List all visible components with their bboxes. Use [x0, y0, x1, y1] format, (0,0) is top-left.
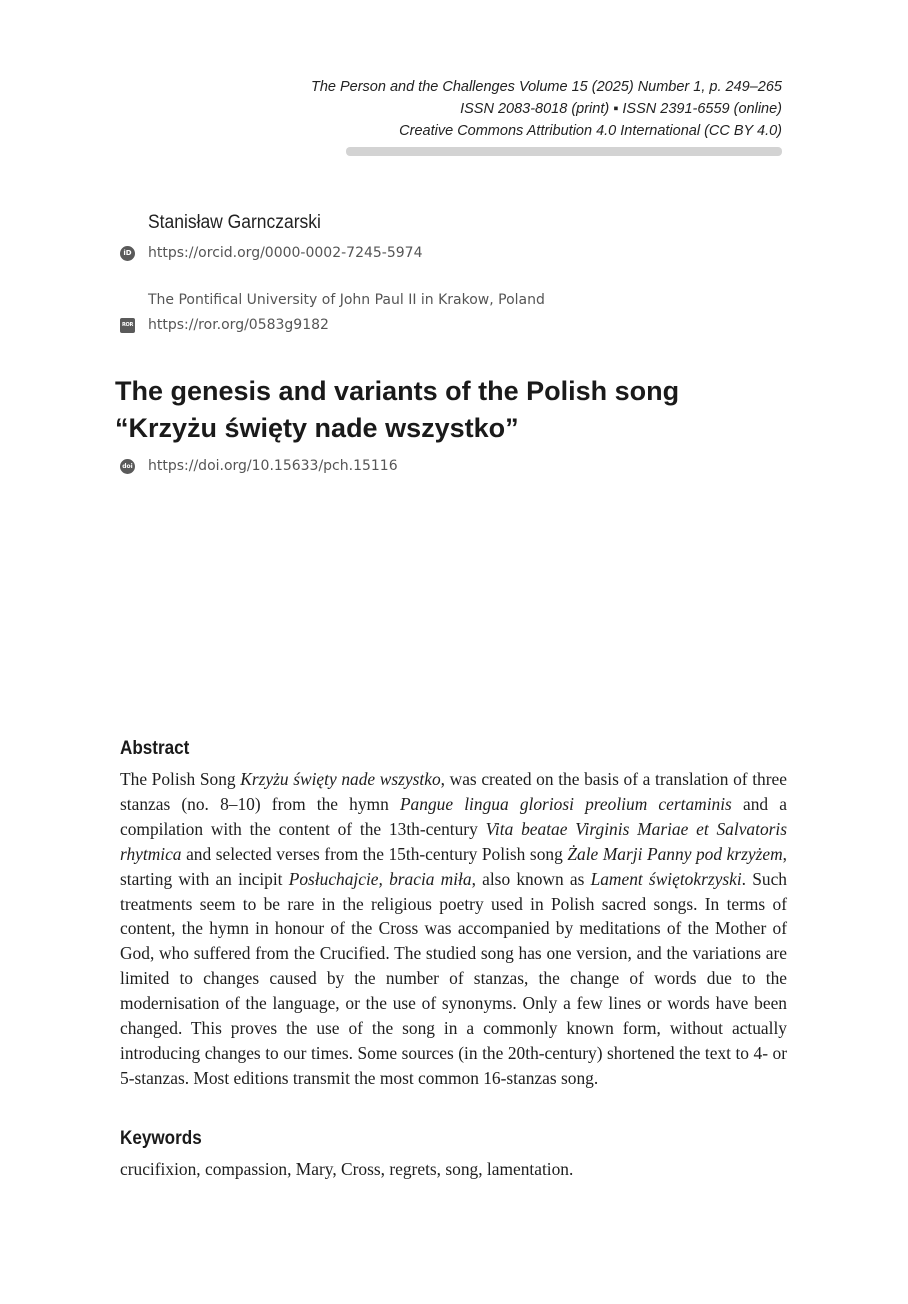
article-title — [115, 373, 795, 447]
abstract-heading: Abstract — [120, 738, 190, 759]
doi-link[interactable]: https://doi.org/10.15633/pch.15116 — [148, 458, 398, 474]
keywords-list: crucifixion, compassion, Mary, Cross, regrets, song, lamentation. — [120, 1159, 574, 1179]
title-line-2: “Krzyżu święty nade wszystko” — [115, 413, 519, 443]
ror-icon: ROR — [120, 318, 135, 333]
orcid-link[interactable]: https://orcid.org/0000-0002-7245-5974 — [148, 245, 423, 261]
header-divider-bar — [346, 147, 782, 156]
abstract-body: The Polish Song Krzyżu święty nade wszystko, was created on the basis of a translation of three stanzas (no. 8–10) from the hymn Pangue lingua gloriosi preolium certaminis and a compilation with the content of the 13th-century Vita beatae Virginis Mariae et Salvatoris rhytmica and selected verses from the 15th-century Polish song Żale Marji Panny pod krzyżem, starting with an incipit Posłuchajcie, bracia miła, also known as Lament świętokrzyski. Such treatments seem to be rare in the religious poetry used in Polish sacred songs. In terms of content, the hymn in honour of the Cross was accompanied by meditations of the Mother of God, who suffered from the Crucified. The studied song has one version, and the variations are limited to changes caused by the number of stanzas, the change of words due to the modernisation of the language, or the use of synonyms. Only a few lines or words have been changed. This proves the use of the song in a commonly known form, without actually introducing changes to our times. Some sources (in the 20th-century) shortened the text to 4- or 5-stanzas. Most editions transmit the most common 16-stanzas song. — [120, 769, 788, 1088]
journal-header — [311, 76, 782, 142]
author-name: Stanisław Garnczarski — [148, 212, 321, 233]
orcid-row — [120, 245, 422, 261]
journal-issn: ISSN 2083-8018 (print) ▪ ISSN 2391-6559 (online) — [460, 101, 782, 117]
journal-license: Creative Commons Attribution 4.0 International (CC BY 4.0) — [399, 123, 782, 139]
author-affiliation: The Pontifical University of John Paul II in Krakow, Poland — [148, 292, 545, 308]
orcid-icon: iD — [120, 246, 135, 261]
title-line-1: The genesis and variants of the Polish song — [115, 376, 680, 406]
ror-link[interactable]: https://ror.org/0583g9182 — [148, 317, 329, 333]
doi-icon: doi — [120, 459, 135, 474]
doi-row — [120, 458, 398, 474]
keywords-heading: Keywords — [120, 1128, 202, 1149]
ror-row — [120, 317, 329, 333]
journal-citation: The Person and the Challenges Volume 15 (2025) Number 1, p. 249–265 — [310, 79, 782, 95]
